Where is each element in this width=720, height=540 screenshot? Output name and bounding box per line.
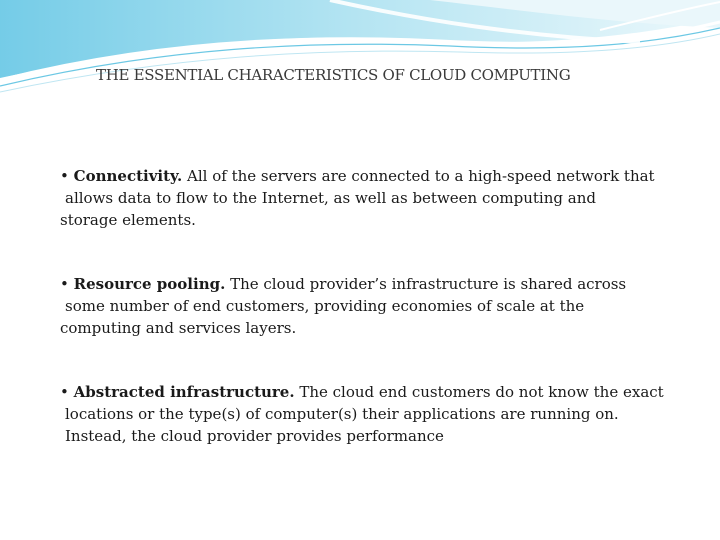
bullet-marker: • (60, 275, 69, 293)
slide-title: THE ESSENTIAL CHARACTERISTICS OF CLOUD COMPUTING (96, 66, 571, 84)
bullet-line-1 (60, 381, 690, 403)
bullet-text: The cloud end customers do not know the exact (294, 383, 664, 401)
bullet-term: Connectivity. (73, 167, 183, 185)
bullet-line-3: computing and services layers. (60, 319, 297, 337)
bullet-text: The cloud provider’s infrastructure is shared across (225, 275, 627, 293)
bullet-line-2: allows data to flow to the Internet, as well as between computing and (65, 189, 596, 207)
bullet-line-3: storage elements. (60, 211, 196, 229)
bullet-abstracted-infrastructure (60, 381, 690, 447)
bullet-marker: • (60, 383, 69, 401)
bullet-marker: • (60, 167, 69, 185)
bullet-text: All of the servers are connected to a high-speed network that (182, 167, 655, 185)
bullet-connectivity (60, 165, 690, 231)
bullet-line-2: locations or the type(s) of computer(s) their applications are running on. (65, 405, 619, 423)
header-wave-decoration (0, 0, 720, 110)
bullet-term: Resource pooling. (73, 275, 226, 293)
bullet-line-1 (60, 273, 690, 295)
bullet-line-3: Instead, the cloud provider provides performance (65, 427, 444, 445)
bullet-term: Abstracted infrastructure. (73, 383, 295, 401)
bullet-line-2: some number of end customers, providing economies of scale at the (65, 297, 585, 315)
bullet-line-1 (60, 165, 690, 187)
bullet-resource-pooling (60, 273, 690, 339)
